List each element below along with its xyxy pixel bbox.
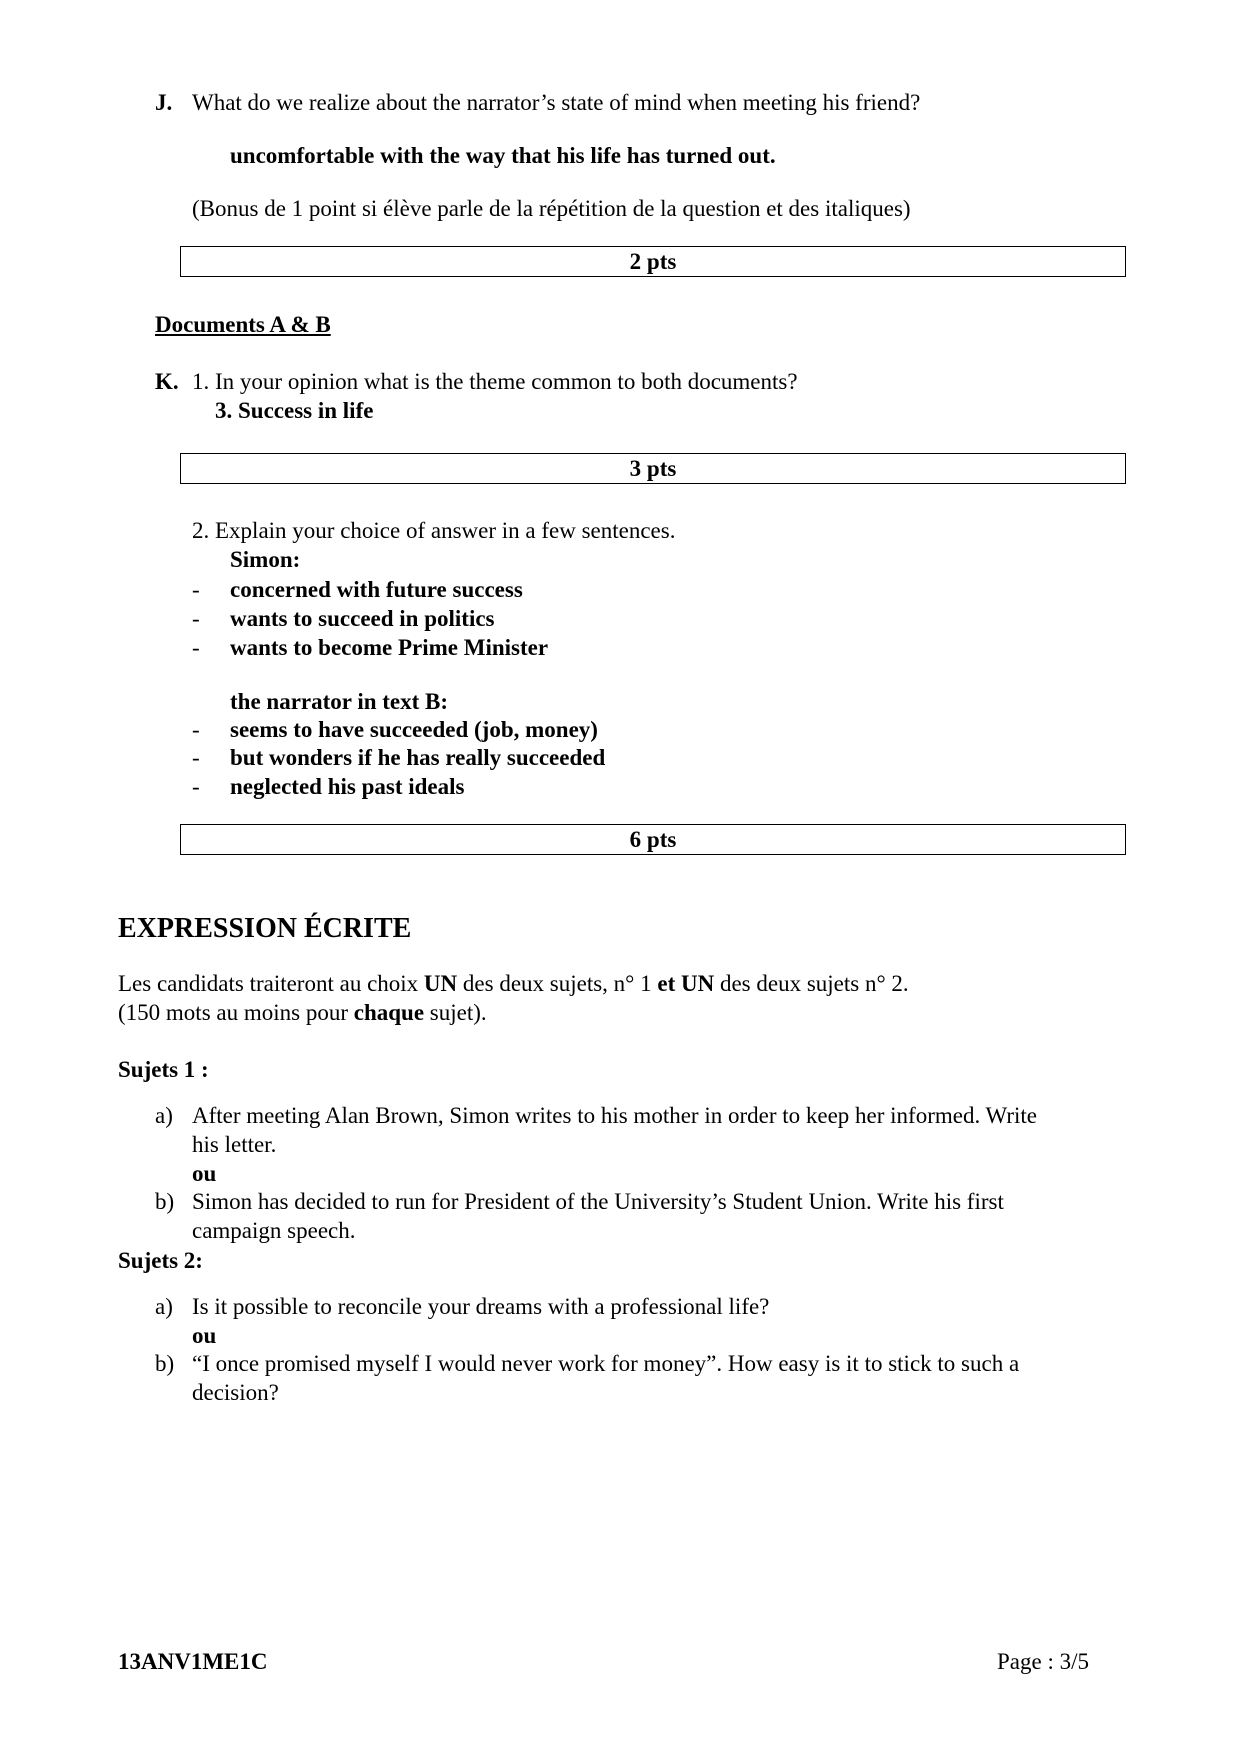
list-dash: - [192,745,200,770]
simon-item: concerned with future success [230,577,523,602]
sujets2-heading: Sujets 2: [118,1248,203,1273]
sujet1a-text: After meeting Alan Brown, Simon writes to his mother in order to keep her informed. Write [192,1103,1037,1128]
list-dash: - [192,717,200,742]
narrator-label: the narrator in text B: [230,689,449,714]
list-dash: - [192,577,200,602]
documents-heading: Documents A & B [155,312,331,337]
points-box-k2: 6 pts [180,824,1126,855]
sujet1b-text: Simon has decided to run for President of the University’s Student Union. Write his first [192,1189,1004,1214]
question-k2-text: 2. Explain your choice of answer in a few sentences. [192,518,676,543]
question-j-text: What do we realize about the narrator’s state of mind when meeting his friend? [192,90,921,115]
expression-title: EXPRESSION ÉCRITE [118,913,412,944]
footer-code: 13ANV1ME1C [118,1649,268,1674]
footer-page-number: Page : 3/5 [997,1649,1089,1674]
question-k-label: K. [155,369,179,394]
narrator-item: neglected his past ideals [230,774,465,799]
sujet1b-text-cont: campaign speech. [192,1218,356,1243]
ou-label: ou [192,1161,217,1186]
question-j-bonus: (Bonus de 1 point si élève parle de la répétition de la question et des italiques) [192,196,911,221]
sujets1-heading: Sujets 1 : [118,1057,209,1082]
sujet1a-label: a) [155,1103,173,1128]
simon-label: Simon: [230,547,301,572]
narrator-item: but wonders if he has really succeeded [230,745,606,770]
ou-label: ou [192,1323,217,1348]
points-box-k1: 3 pts [180,453,1126,484]
expression-intro-line2: (150 mots au moins pour chaque sujet). [118,1000,487,1025]
narrator-item: seems to have succeeded (job, money) [230,717,598,742]
question-k1-answer: 3. Success in life [215,398,374,423]
sujet1b-label: b) [155,1189,175,1214]
sujet2b-text: “I once promised myself I would never work for money”. How easy is it to stick to such a [192,1351,1020,1376]
list-dash: - [192,635,200,660]
list-dash: - [192,606,200,631]
question-j-answer: uncomfortable with the way that his life has turned out. [230,143,776,168]
question-j-label: J. [155,90,173,115]
points-box-j: 2 pts [180,246,1126,277]
expression-intro-line1: Les candidats traiteront au choix UN des deux sujets, n° 1 et UN des deux sujets n° 2. [118,971,909,996]
question-k1-text: 1. In your opinion what is the theme common to both documents? [192,369,798,394]
list-dash: - [192,774,200,799]
sujet2a-label: a) [155,1294,173,1319]
sujet2b-text-cont: decision? [192,1380,279,1405]
sujet2a-text: Is it possible to reconcile your dreams with a professional life? [192,1294,770,1319]
simon-item: wants to become Prime Minister [230,635,549,660]
simon-item: wants to succeed in politics [230,606,495,631]
sujet2b-label: b) [155,1351,175,1376]
sujet1a-text-cont: his letter. [192,1132,277,1157]
